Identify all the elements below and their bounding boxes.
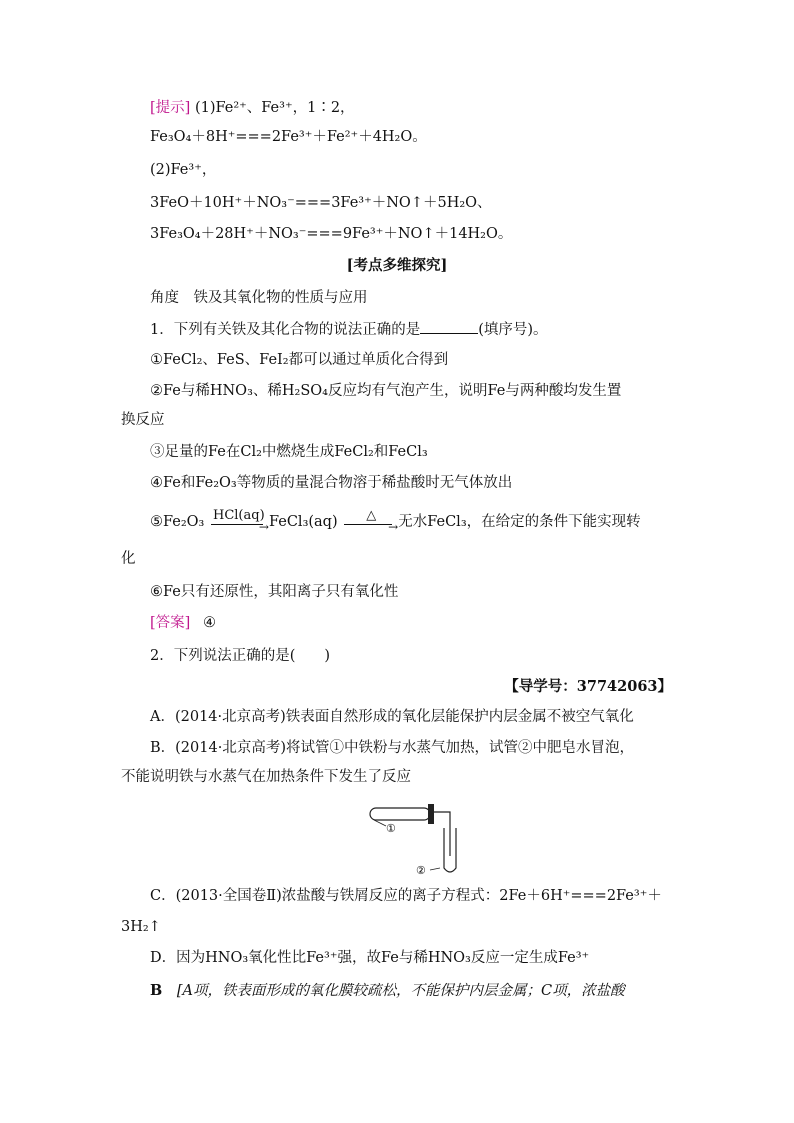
q1-stem-text: 1．下列有关铁及其化合物的说法正确的是	[150, 322, 421, 338]
hint-tag: [提示]	[150, 100, 191, 116]
answer-tag: [答案]	[150, 615, 191, 631]
q2-option-c-cont: 3H₂↑	[121, 919, 161, 935]
angle-heading: 角度 铁及其氧化物的性质与应用	[150, 290, 368, 306]
q2-explanation	[150, 981, 625, 1001]
q2-option-b: B．(2014·北京高考)将试管①中铁粉与水蒸气加热，试管②中肥皂水冒泡，	[150, 740, 634, 756]
q2-option-b-cont: 不能说明铁与水蒸气在加热条件下发生了反应	[121, 769, 411, 785]
q2-answer-letter: B	[150, 982, 163, 999]
q2-explanation-text: [A项，铁表面形成的氧化膜较疏松，不能保护内层金属；C项，浓盐酸	[176, 983, 625, 999]
tube-label-2: ②	[416, 864, 426, 877]
reaction-arrow-2	[342, 508, 399, 534]
q1-option-5-cont: 化	[121, 551, 136, 567]
q1-answer	[150, 613, 216, 633]
o5-product: 无水FeCl₃，在给定的条件下能实现转	[398, 514, 641, 530]
q2-option-d: D．因为HNO₃氧化性比Fe³⁺强，故Fe与稀HNO₃反应一定生成Fe³⁺	[150, 950, 590, 966]
q1-option-5	[150, 508, 641, 534]
stopper	[428, 804, 434, 824]
answer-value: ④	[202, 615, 216, 631]
label-leader-1	[374, 820, 386, 826]
q1-stem	[150, 319, 548, 340]
delivery-tube	[434, 812, 450, 856]
q1-option-4: ④Fe和Fe₂O₃等物质的量混合物溶于稀盐酸时无气体放出	[150, 475, 513, 491]
hint-line-4: 3FeO＋10H⁺＋NO₃⁻===3Fe³⁺＋NO↑＋5H₂O、	[150, 195, 492, 211]
o5-intermediate: FeCl₃(aq)	[268, 514, 338, 530]
q1-option-2: ②Fe与稀HNO₃、稀H₂SO₄反应均有气泡产生，说明Fe与两种酸均发生置	[150, 383, 622, 399]
q1-option-2-cont: 换反应	[121, 412, 165, 428]
hint-line-2: Fe₃O₄＋8H⁺===2Fe³⁺＋Fe²⁺＋4H₂O。	[150, 129, 427, 145]
q1-option-6: ⑥Fe只有还原性，其阳离子只有氧化性	[150, 584, 399, 600]
hint-text-1: (1)Fe²⁺、Fe³⁺，1∶2，	[194, 100, 355, 116]
arrow-right-icon: →	[258, 520, 269, 534]
reaction-arrow-1	[209, 508, 269, 534]
o5-reactant: ⑤Fe₂O₃	[150, 514, 205, 530]
arrow-right-icon: →	[388, 520, 399, 534]
q2-option-a: A．(2014·北京高考)铁表面自然形成的氧化层能保护内层金属不被空气氧化	[150, 709, 634, 725]
q1-stem-suffix: (填序号)。	[478, 322, 548, 338]
guide-number: 【导学号：37742063】	[504, 678, 672, 695]
hint-line-3: (2)Fe³⁺，	[150, 162, 217, 178]
section-title: [考点多维探究]	[346, 257, 448, 274]
test-tube-1	[370, 808, 430, 820]
apparatus-diagram	[360, 798, 470, 878]
tube-label-1: ①	[386, 822, 396, 835]
q1-option-1: ①FeCl₂、FeS、FeI₂都可以通过单质化合得到	[150, 352, 449, 368]
hint-line-5: 3Fe₃O₄＋28H⁺＋NO₃⁻===9Fe³⁺＋NO↑＋14H₂O。	[150, 226, 513, 242]
q1-option-3: ③足量的Fe在Cl₂中燃烧生成FeCl₂和FeCl₃	[150, 444, 428, 460]
answer-blank	[420, 319, 478, 334]
label-leader-2	[430, 868, 440, 870]
arrow-1-label: HCl(aq)	[212, 508, 265, 523]
q2-stem: 2．下列说法正确的是( )	[150, 648, 331, 664]
q2-option-c: C．(2013·全国卷Ⅱ)浓盐酸与铁屑反应的离子方程式：2Fe＋6H⁺===2Fe³⁺＋	[150, 888, 662, 904]
arrow-2-label: △	[366, 508, 377, 523]
hint-line-1	[150, 98, 355, 118]
